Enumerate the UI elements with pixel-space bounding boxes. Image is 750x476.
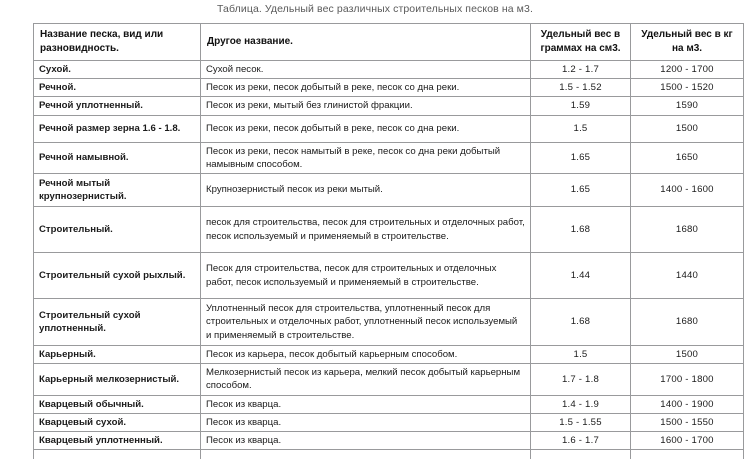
cell-weight-kg-m3: 1700 - 1800	[631, 364, 744, 395]
cell-weight-kg-m3: 1650	[631, 142, 744, 173]
table-row	[34, 346, 744, 364]
cell-sand-name: Речной размер зерна 1.6 - 1.8.	[34, 115, 201, 142]
table-row	[34, 450, 744, 459]
cell-weight-kg-m3: 1440	[631, 253, 744, 299]
cell-alt-name: Крупнозернистый песок из реки мытый.	[201, 174, 531, 207]
cell-weight-kg-m3: 1500 - 1520	[631, 79, 744, 97]
table-row	[34, 364, 744, 395]
cell-alt-name: Песок из реки, песок намытый в реке, песок со дна реки добытый намывным способом.	[201, 142, 531, 173]
cell-alt-name	[201, 450, 531, 459]
cell-weight-g-cm3: 1.44	[531, 253, 631, 299]
cell-alt-name: Песок из кварца.	[201, 413, 531, 431]
cell-sand-name: Кварцевый уплотненный.	[34, 432, 201, 450]
cell-sand-name: Строительный сухой уплотненный.	[34, 299, 201, 346]
cell-sand-name: Кварцевый обычный.	[34, 395, 201, 413]
table-row	[34, 395, 744, 413]
cell-weight-kg-m3: 1400 - 1900	[631, 395, 744, 413]
cell-sand-name: Кварцевый сухой.	[34, 413, 201, 431]
cell-alt-name: Песок из карьера, песок добытый карьерным способом.	[201, 346, 531, 364]
table-row	[34, 299, 744, 346]
sand-density-table	[33, 23, 744, 459]
cell-weight-g-cm3	[531, 450, 631, 459]
table-row	[34, 97, 744, 115]
cell-alt-name: Песок для строительства, песок для строительных и отделочных работ, песок используемый и применяемый в строительстве.	[201, 253, 531, 299]
cell-weight-g-cm3: 1.5 - 1.55	[531, 413, 631, 431]
cell-sand-name: Речной уплотненный.	[34, 97, 201, 115]
cell-sand-name: Строительный сухой рыхлый.	[34, 253, 201, 299]
cell-weight-kg-m3: 1400 - 1600	[631, 174, 744, 207]
cell-alt-name: Мелкозернистый песок из карьера, мелкий песок добытый карьерным способом.	[201, 364, 531, 395]
column-header-weight-g-cm3: Удельный вес в граммах на см3.	[531, 24, 631, 61]
cell-alt-name: Песок из реки, мытый без глинистой фракции.	[201, 97, 531, 115]
cell-sand-name: Речной.	[34, 79, 201, 97]
cell-alt-name: песок для строительства, песок для строительных и отделочных работ, песок используемый и применяемый в строительстве.	[201, 207, 531, 253]
table-row	[34, 142, 744, 173]
cell-sand-name: Речной намывной.	[34, 142, 201, 173]
cell-weight-kg-m3: 1500 - 1550	[631, 413, 744, 431]
cell-alt-name: Песок из кварца.	[201, 432, 531, 450]
cell-alt-name: Песок из реки, песок добытый в реке, песок со дна реки.	[201, 115, 531, 142]
table-header-row	[34, 24, 744, 61]
table-row	[34, 61, 744, 79]
cell-sand-name: Сухой.	[34, 61, 201, 79]
cell-alt-name: Сухой песок.	[201, 61, 531, 79]
cell-weight-kg-m3	[631, 450, 744, 459]
cell-weight-kg-m3: 1500	[631, 115, 744, 142]
table-header	[34, 24, 744, 61]
cell-weight-kg-m3: 1200 - 1700	[631, 61, 744, 79]
cell-sand-name	[34, 450, 201, 459]
cell-weight-g-cm3: 1.5 - 1.52	[531, 79, 631, 97]
column-header-name: Название песка, вид или разновидность.	[34, 24, 201, 61]
cell-weight-g-cm3: 1.59	[531, 97, 631, 115]
table-row	[34, 174, 744, 207]
table-row	[34, 253, 744, 299]
cell-alt-name: Песок из реки, песок добытый в реке, песок со дна реки.	[201, 79, 531, 97]
cell-weight-g-cm3: 1.65	[531, 174, 631, 207]
table-row	[34, 79, 744, 97]
cell-sand-name: Речной мытый крупнозернистый.	[34, 174, 201, 207]
cell-alt-name: Уплотненный песок для строительства, уплотненный песок для строительных и отделочных работ, уплотненный песок используемый и применяемый в строительстве.	[201, 299, 531, 346]
column-header-weight-kg-m3: Удельный вес в кг на м3.	[631, 24, 744, 61]
cell-weight-g-cm3: 1.4 - 1.9	[531, 395, 631, 413]
cell-weight-kg-m3: 1680	[631, 207, 744, 253]
cell-weight-g-cm3: 1.65	[531, 142, 631, 173]
table-row	[34, 207, 744, 253]
cell-weight-g-cm3: 1.2 - 1.7	[531, 61, 631, 79]
table-container	[33, 23, 743, 459]
cell-weight-g-cm3: 1.7 - 1.8	[531, 364, 631, 395]
table-caption: Таблица. Удельный вес различных строительных песков на м3.	[217, 3, 533, 15]
cell-sand-name: Строительный.	[34, 207, 201, 253]
cell-sand-name: Карьерный мелкозернистый.	[34, 364, 201, 395]
cell-weight-g-cm3: 1.68	[531, 299, 631, 346]
cell-weight-kg-m3: 1680	[631, 299, 744, 346]
table-row	[34, 115, 744, 142]
cell-alt-name: Песок из кварца.	[201, 395, 531, 413]
cell-weight-g-cm3: 1.68	[531, 207, 631, 253]
cell-weight-g-cm3: 1.5	[531, 115, 631, 142]
cell-weight-kg-m3: 1500	[631, 346, 744, 364]
table-row	[34, 432, 744, 450]
cell-sand-name: Карьерный.	[34, 346, 201, 364]
column-header-alt-name: Другое название.	[201, 24, 531, 61]
cell-weight-g-cm3: 1.5	[531, 346, 631, 364]
cell-weight-kg-m3: 1600 - 1700	[631, 432, 744, 450]
cell-weight-g-cm3: 1.6 - 1.7	[531, 432, 631, 450]
cell-weight-kg-m3: 1590	[631, 97, 744, 115]
table-row	[34, 413, 744, 431]
table-body	[34, 61, 744, 459]
